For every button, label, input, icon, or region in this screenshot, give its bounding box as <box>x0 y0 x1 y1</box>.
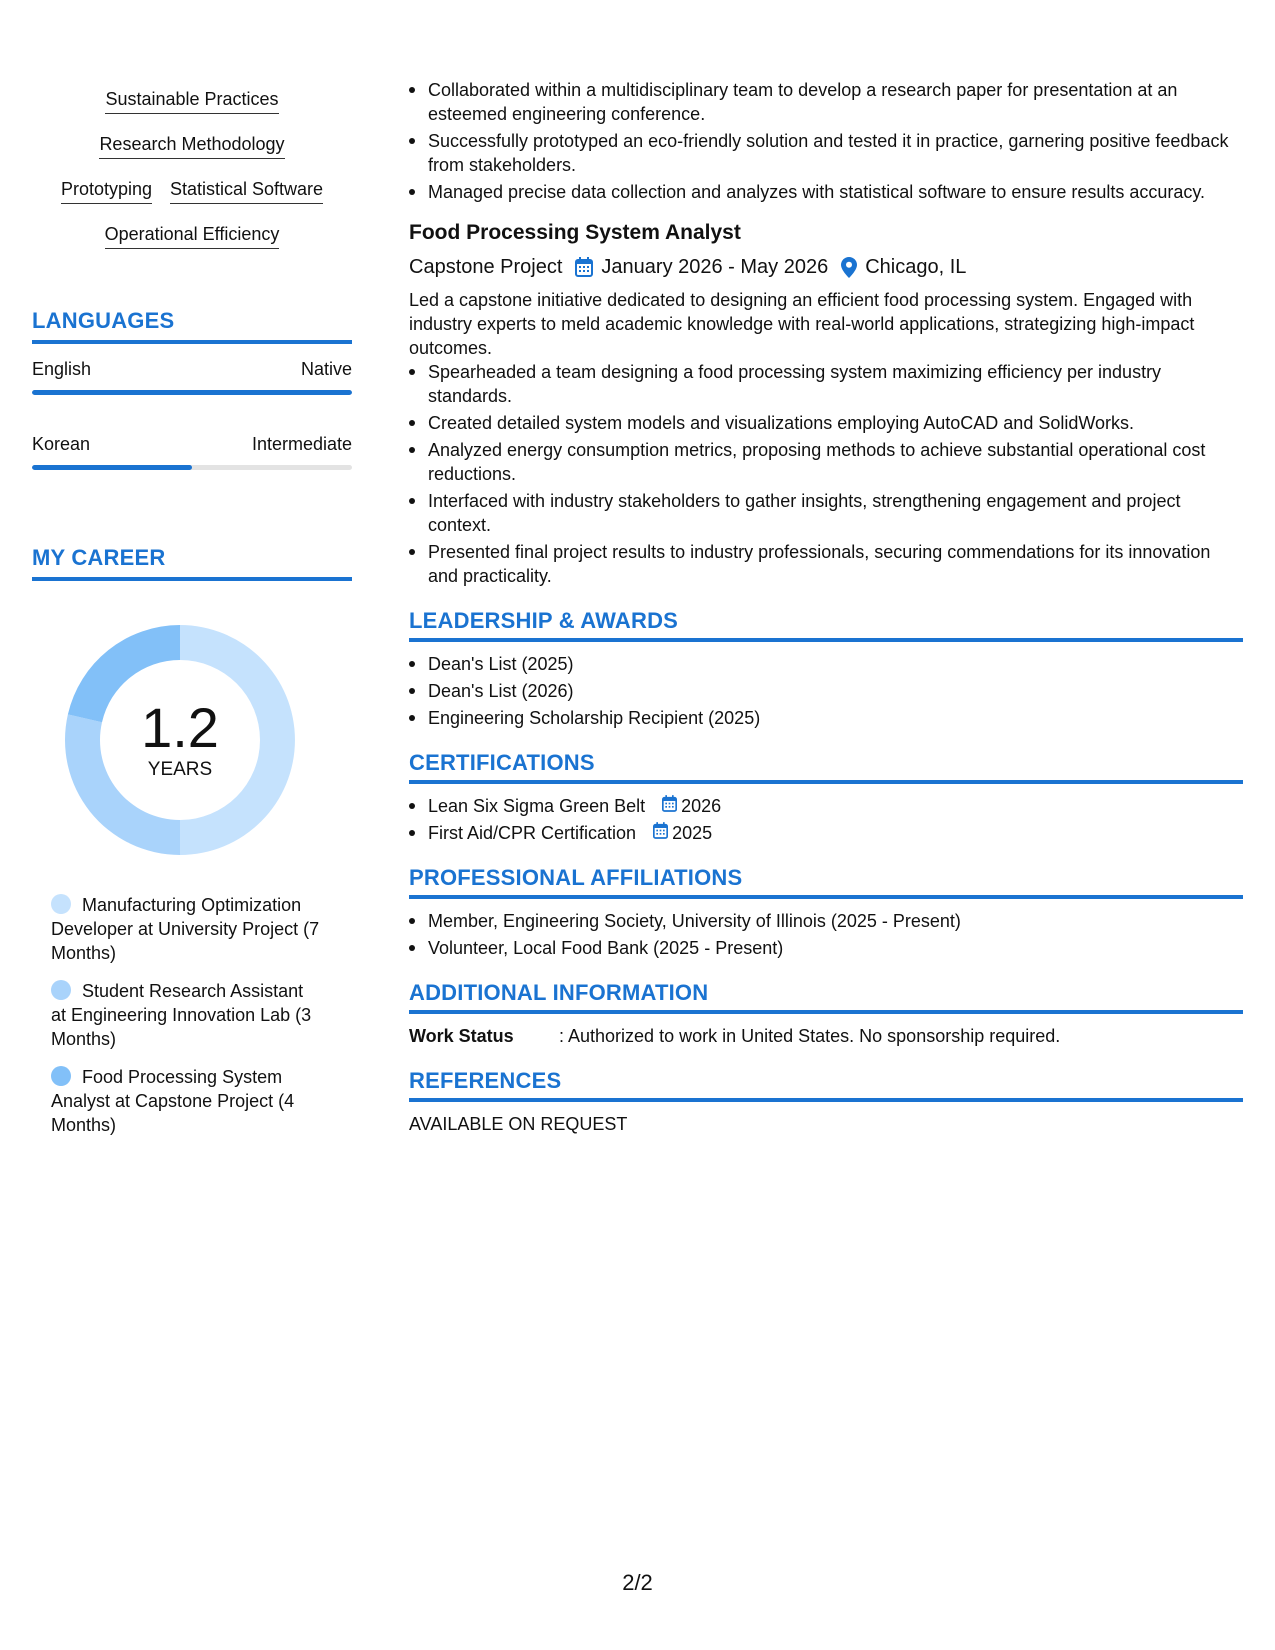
bullet-item: Managed precise data collection and analyzes with statistical software to ensure results accuracy. <box>409 180 1243 204</box>
skill-tag: Statistical Software <box>170 178 323 204</box>
legend-label: Manufacturing Optimization Developer at University Project (7 Months) <box>51 895 320 963</box>
language-item <box>32 433 352 470</box>
language-name: English <box>32 359 92 379</box>
job-company: Capstone Project <box>409 256 563 278</box>
skill-tag: Sustainable Practices <box>105 88 278 114</box>
bullet-item: Successfully prototyped an eco-friendly solution and tested it in practice, garnering positive feedback from stakeholders. <box>409 129 1243 177</box>
location-pin-icon <box>841 257 857 278</box>
job-meta <box>409 254 1243 280</box>
additional-section <box>409 980 1243 1048</box>
certifications-section <box>409 750 1243 845</box>
heading-rule <box>409 1010 1243 1014</box>
references-text: AVAILABLE ON REQUEST <box>409 1114 628 1134</box>
language-name: Korean <box>32 434 91 454</box>
bullet-item: Presented final project results to industry professionals, securing commendations for its innovation and practicality. <box>409 540 1243 588</box>
leadership-section <box>409 608 1243 730</box>
award-item: Dean's List (2026) <box>409 679 1243 703</box>
job-bullets <box>409 360 1243 588</box>
previous-job-bullets <box>409 78 1243 204</box>
legend-label: Student Research Assistant at Engineering Innovation Lab (3 Months) <box>51 981 312 1049</box>
heading-rule <box>409 1098 1243 1102</box>
language-item <box>32 358 352 395</box>
calendar-icon <box>653 821 672 845</box>
skill-row <box>32 213 352 258</box>
certification-year: 2026 <box>681 796 722 816</box>
skill-row <box>32 168 352 213</box>
skill-tag: Research Methodology <box>99 133 284 159</box>
certification-year: 2025 <box>672 823 713 843</box>
languages-section <box>32 308 352 470</box>
language-bar-fill <box>32 465 192 470</box>
language-bar <box>32 390 352 395</box>
career-legend <box>51 893 321 1137</box>
language-bar <box>32 465 352 470</box>
career-donut-chart <box>65 625 295 855</box>
affiliations-section <box>409 865 1243 960</box>
skill-tag: Prototyping <box>61 178 152 204</box>
left-column <box>32 78 352 1137</box>
languages-heading: LANGUAGES <box>32 308 175 333</box>
work-status-value: : Authorized to work in United States. No sponsorship required. <box>559 1026 1061 1046</box>
career-unit: YEARS <box>147 759 213 780</box>
certification-item <box>409 821 1243 845</box>
references-heading: REFERENCES <box>409 1068 562 1093</box>
language-level: Intermediate <box>251 434 352 454</box>
job-location: Chicago, IL <box>865 256 967 278</box>
skill-row <box>32 123 352 168</box>
career-section <box>32 545 352 1137</box>
job-description: Led a capstone initiative dedicated to designing an efficient food processing system. Engaged with industry experts to meld academic knowledge with real-world applications, strategizing high-impact outcomes. <box>409 290 1195 358</box>
work-status-row <box>409 1024 1243 1048</box>
legend-dot <box>51 894 71 914</box>
language-level: Native <box>300 359 352 379</box>
references-section <box>409 1068 1243 1136</box>
page-number: 2/2 <box>622 1570 653 1595</box>
legend-dot <box>51 980 71 1000</box>
legend-label: Food Processing System Analyst at Capstone Project (4 Months) <box>51 1067 295 1135</box>
heading-rule <box>409 895 1243 899</box>
award-item: Engineering Scholarship Recipient (2025) <box>409 706 1243 730</box>
bullet-item: Spearheaded a team designing a food processing system maximizing efficiency per industry standards. <box>409 360 1243 408</box>
legend-item <box>51 979 321 1051</box>
legend-item <box>51 1065 321 1137</box>
leadership-heading: LEADERSHIP & AWARDS <box>409 608 679 633</box>
legend-item <box>51 893 321 965</box>
certification-name: First Aid/CPR Certification <box>428 823 637 843</box>
language-bar-fill <box>32 390 352 395</box>
job-title: Food Processing System Analyst <box>409 221 741 244</box>
heading-rule <box>409 638 1243 642</box>
job-dates: January 2026 - May 2026 <box>601 256 829 278</box>
calendar-icon <box>662 794 681 818</box>
award-item: Dean's List (2025) <box>409 652 1243 676</box>
legend-dot <box>51 1066 71 1086</box>
heading-rule <box>32 340 352 344</box>
bullet-item: Created detailed system models and visualizations employing AutoCAD and SolidWorks. <box>409 411 1243 435</box>
skill-row <box>32 78 352 123</box>
skill-tag: Operational Efficiency <box>105 223 280 249</box>
affiliations-heading: PROFESSIONAL AFFILIATIONS <box>409 865 743 890</box>
additional-heading: ADDITIONAL INFORMATION <box>409 980 709 1005</box>
right-column <box>409 78 1243 1136</box>
calendar-icon <box>575 257 593 277</box>
heading-rule <box>409 780 1243 784</box>
career-total: 1.2 <box>141 696 219 759</box>
certification-name: Lean Six Sigma Green Belt <box>428 796 646 816</box>
bullet-item: Interfaced with industry stakeholders to gather insights, strengthening engagement and project context. <box>409 489 1243 537</box>
work-status-label: Work Status <box>409 1026 514 1046</box>
certifications-heading: CERTIFICATIONS <box>409 750 595 775</box>
heading-rule <box>32 577 352 581</box>
career-heading: MY CAREER <box>32 545 166 570</box>
bullet-item: Collaborated within a multidisciplinary team to develop a research paper for presentation at an esteemed engineering conference. <box>409 78 1243 126</box>
skills-list <box>32 78 352 258</box>
affiliation-item: Volunteer, Local Food Bank (2025 - Present) <box>409 936 1243 960</box>
certification-item <box>409 794 1243 818</box>
bullet-item: Analyzed energy consumption metrics, proposing methods to achieve substantial operational cost reductions. <box>409 438 1243 486</box>
affiliation-item: Member, Engineering Society, University of Illinois (2025 - Present) <box>409 909 1243 933</box>
